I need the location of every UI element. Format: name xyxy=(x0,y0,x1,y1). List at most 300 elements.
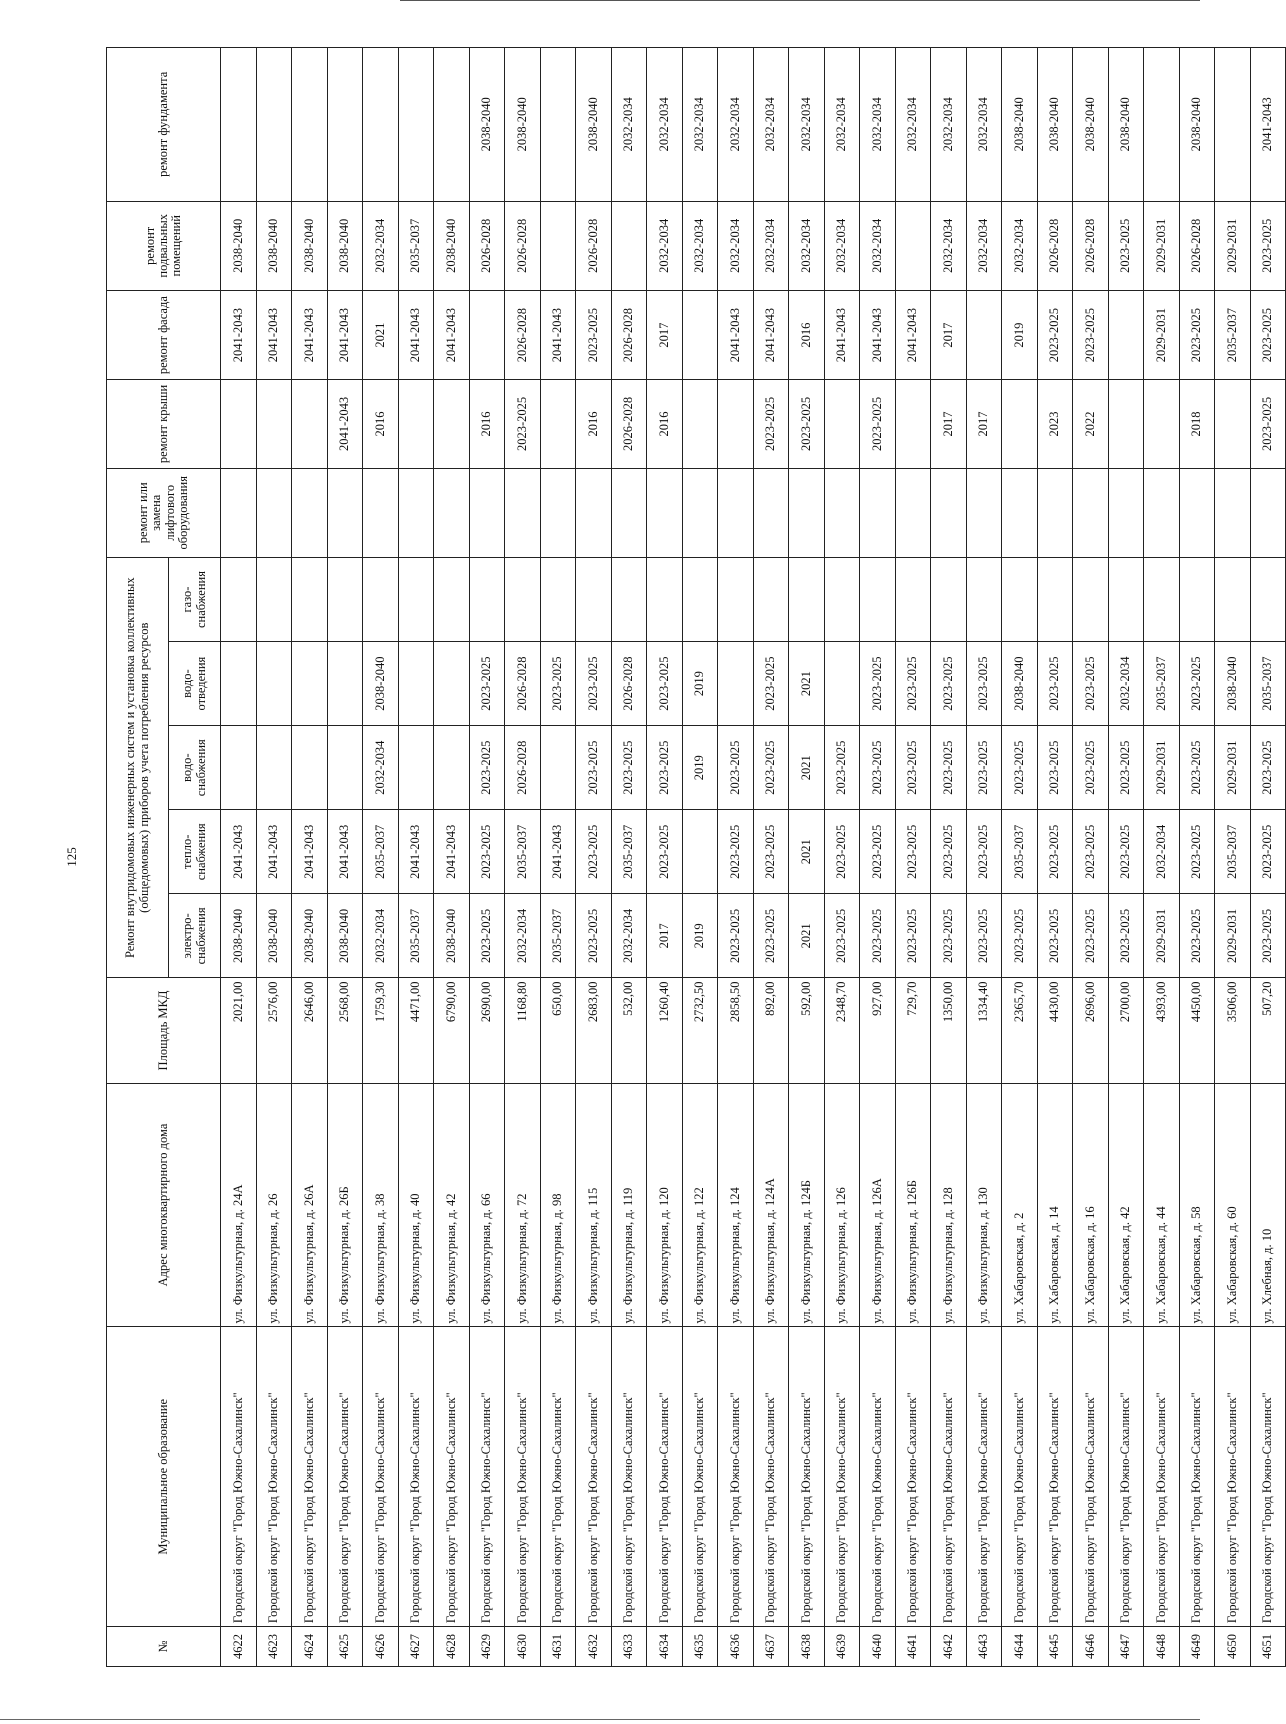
electro-cell: 2023-2025 xyxy=(895,894,931,978)
row-number: 4628 xyxy=(434,1627,470,1667)
gas-cell xyxy=(1144,557,1180,641)
table-row xyxy=(505,48,541,1667)
electro-cell: 2021 xyxy=(789,894,825,978)
table-row xyxy=(363,48,399,1667)
elevator-cell xyxy=(576,468,612,557)
address-cell: ул. Физкультурная, д. 98 xyxy=(540,1083,576,1327)
municipality-cell: Городской округ "Город Южно-Сахалинск" xyxy=(363,1327,399,1627)
address-cell: ул. Физкультурная, д. 120 xyxy=(647,1083,683,1327)
foundation-cell xyxy=(540,48,576,202)
row-number: 4625 xyxy=(327,1627,363,1667)
table-row xyxy=(469,48,505,1667)
drain-cell: 2032-2034 xyxy=(1108,642,1144,726)
municipality-cell: Городской округ "Город Южно-Сахалинск" xyxy=(1108,1327,1144,1627)
foundation-cell: 2032-2034 xyxy=(611,48,647,202)
address-cell: ул. Хабаровская, д. 60 xyxy=(1215,1083,1251,1327)
elevator-cell xyxy=(1108,468,1144,557)
foundation-cell: 2032-2034 xyxy=(789,48,825,202)
address-cell: ул. Хабаровская, д. 42 xyxy=(1108,1083,1144,1327)
electro-cell: 2038-2040 xyxy=(292,894,328,978)
header-elevator: ремонт или замена лифтового оборудования xyxy=(107,468,221,557)
roof-cell: 2016 xyxy=(647,380,683,468)
scan-edge-bottom xyxy=(0,1719,1200,1720)
address-cell: ул. Физкультурная, д. 122 xyxy=(682,1083,718,1327)
facade-cell xyxy=(966,290,1002,379)
foundation-cell xyxy=(221,48,257,202)
row-number: 4624 xyxy=(292,1627,328,1667)
water-cell xyxy=(398,726,434,810)
table-row xyxy=(824,48,860,1667)
row-number: 4647 xyxy=(1108,1627,1144,1667)
gas-cell xyxy=(824,557,860,641)
elevator-cell xyxy=(1144,468,1180,557)
header-roof: ремонт крыши xyxy=(107,380,221,468)
row-number: 4637 xyxy=(753,1627,789,1667)
roof-cell: 2023-2025 xyxy=(1250,380,1286,468)
row-number: 4629 xyxy=(469,1627,505,1667)
table-row xyxy=(256,48,292,1667)
facade-cell: 2017 xyxy=(931,290,967,379)
electro-cell: 2029-2031 xyxy=(1144,894,1180,978)
area-cell: 532,00 xyxy=(611,978,647,1083)
rotated-page xyxy=(64,47,1275,1667)
area-cell: 1350,00 xyxy=(931,978,967,1083)
basement-cell: 2026-2028 xyxy=(576,201,612,290)
water-cell: 2023-2025 xyxy=(1073,726,1109,810)
municipality-cell: Городской округ "Город Южно-Сахалинск" xyxy=(505,1327,541,1627)
municipality-cell: Городской округ "Город Южно-Сахалинск" xyxy=(398,1327,434,1627)
municipality-cell: Городской округ "Город Южно-Сахалинск" xyxy=(434,1327,470,1627)
gas-cell xyxy=(256,557,292,641)
roof-cell xyxy=(1144,380,1180,468)
roof-cell: 2022 xyxy=(1073,380,1109,468)
water-cell: 2023-2025 xyxy=(966,726,1002,810)
drain-cell: 2021 xyxy=(789,642,825,726)
heat-cell: 2041-2043 xyxy=(292,810,328,894)
roof-cell xyxy=(540,380,576,468)
row-number: 4631 xyxy=(540,1627,576,1667)
facade-cell: 2041-2043 xyxy=(434,290,470,379)
elevator-cell xyxy=(1250,468,1286,557)
gas-cell xyxy=(398,557,434,641)
electro-cell: 2023-2025 xyxy=(718,894,754,978)
facade-cell: 2023-2025 xyxy=(1250,290,1286,379)
address-cell: ул. Физкультурная, д. 126А xyxy=(860,1083,896,1327)
row-number: 4642 xyxy=(931,1627,967,1667)
foundation-cell: 2032-2034 xyxy=(824,48,860,202)
municipality-cell: Городской округ "Город Южно-Сахалинск" xyxy=(221,1327,257,1627)
roof-cell: 2041-2043 xyxy=(327,380,363,468)
municipality-cell: Городской округ "Город Южно-Сахалинск" xyxy=(1250,1327,1286,1627)
foundation-cell xyxy=(398,48,434,202)
area-cell: 3506,00 xyxy=(1215,978,1251,1083)
area-cell: 650,00 xyxy=(540,978,576,1083)
row-number: 4632 xyxy=(576,1627,612,1667)
facade-cell: 2041-2043 xyxy=(327,290,363,379)
water-cell: 2023-2025 xyxy=(1108,726,1144,810)
gas-cell xyxy=(540,557,576,641)
row-number: 4644 xyxy=(1002,1627,1038,1667)
basement-cell: 2023-2025 xyxy=(1250,201,1286,290)
basement-cell: 2032-2034 xyxy=(1002,201,1038,290)
address-cell: ул. Физкультурная, д. 115 xyxy=(576,1083,612,1327)
header-engineering-group: Ремонт внутридомовых инженерных систем и установка коллективных (общедомовых) приборов учета потребления ресурсов xyxy=(107,557,169,978)
address-cell: ул. Хабаровская, д. 2 xyxy=(1002,1083,1038,1327)
foundation-cell: 2032-2034 xyxy=(860,48,896,202)
electro-cell: 2019 xyxy=(682,894,718,978)
basement-cell: 2029-2031 xyxy=(1215,201,1251,290)
facade-cell: 2041-2043 xyxy=(221,290,257,379)
address-cell: ул. Физкультурная, д. 66 xyxy=(469,1083,505,1327)
address-cell: ул. Хлебная, д. 10 xyxy=(1250,1083,1286,1327)
roof-cell: 2016 xyxy=(469,380,505,468)
roof-cell xyxy=(292,380,328,468)
elevator-cell xyxy=(682,468,718,557)
water-cell: 2026-2028 xyxy=(505,726,541,810)
municipality-cell: Городской округ "Город Южно-Сахалинск" xyxy=(789,1327,825,1627)
gas-cell xyxy=(327,557,363,641)
area-cell: 2700,00 xyxy=(1108,978,1144,1083)
basement-cell: 2038-2040 xyxy=(221,201,257,290)
gas-cell xyxy=(505,557,541,641)
basement-cell: 2026-2028 xyxy=(1037,201,1073,290)
heat-cell: 2032-2034 xyxy=(1144,810,1180,894)
municipality-cell: Городской округ "Город Южно-Сахалинск" xyxy=(824,1327,860,1627)
header-foundation: ремонт фундамента xyxy=(107,48,221,202)
heat-cell: 2023-2025 xyxy=(1073,810,1109,894)
facade-cell: 2041-2043 xyxy=(860,290,896,379)
address-cell: ул. Хабаровская, д. 16 xyxy=(1073,1083,1109,1327)
roof-cell: 2023-2025 xyxy=(753,380,789,468)
foundation-cell xyxy=(363,48,399,202)
table-row xyxy=(327,48,363,1667)
table-row xyxy=(434,48,470,1667)
basement-cell: 2032-2034 xyxy=(647,201,683,290)
water-cell: 2019 xyxy=(682,726,718,810)
water-cell xyxy=(292,726,328,810)
drain-cell: 2023-2025 xyxy=(1073,642,1109,726)
facade-cell: 2041-2043 xyxy=(753,290,789,379)
table-row xyxy=(647,48,683,1667)
elevator-cell xyxy=(256,468,292,557)
municipality-cell: Городской округ "Город Южно-Сахалинск" xyxy=(895,1327,931,1627)
foundation-cell xyxy=(1215,48,1251,202)
water-cell: 2032-2034 xyxy=(363,726,399,810)
municipality-cell: Городской округ "Город Южно-Сахалинск" xyxy=(860,1327,896,1627)
area-cell: 2683,00 xyxy=(576,978,612,1083)
row-number: 4641 xyxy=(895,1627,931,1667)
drain-cell: 2023-2025 xyxy=(576,642,612,726)
basement-cell: 2032-2034 xyxy=(363,201,399,290)
drain-cell xyxy=(221,642,257,726)
municipality-cell: Городской округ "Город Южно-Сахалинск" xyxy=(576,1327,612,1627)
area-cell: 1334,40 xyxy=(966,978,1002,1083)
table-row xyxy=(611,48,647,1667)
foundation-cell xyxy=(1144,48,1180,202)
header-gas: газо-снабжения xyxy=(169,557,221,641)
water-cell: 2023-2025 xyxy=(931,726,967,810)
address-cell: ул. Физкультурная, д. 119 xyxy=(611,1083,647,1327)
electro-cell: 2023-2025 xyxy=(1073,894,1109,978)
municipality-cell: Городской округ "Город Южно-Сахалинск" xyxy=(1037,1327,1073,1627)
table-row xyxy=(1037,48,1073,1667)
electro-cell: 2038-2040 xyxy=(327,894,363,978)
basement-cell xyxy=(611,201,647,290)
foundation-cell: 2038-2040 xyxy=(505,48,541,202)
heat-cell: 2023-2025 xyxy=(966,810,1002,894)
heat-cell: 2023-2025 xyxy=(1108,810,1144,894)
area-cell: 2696,00 xyxy=(1073,978,1109,1083)
roof-cell: 2016 xyxy=(363,380,399,468)
area-cell: 927,00 xyxy=(860,978,896,1083)
area-cell: 6790,00 xyxy=(434,978,470,1083)
heat-cell: 2035-2037 xyxy=(1215,810,1251,894)
electro-cell: 2023-2025 xyxy=(576,894,612,978)
row-number: 4626 xyxy=(363,1627,399,1667)
basement-cell: 2032-2034 xyxy=(789,201,825,290)
area-cell: 2576,00 xyxy=(256,978,292,1083)
area-cell: 4393,00 xyxy=(1144,978,1180,1083)
area-cell: 2858,50 xyxy=(718,978,754,1083)
electro-cell: 2023-2025 xyxy=(1002,894,1038,978)
header-water: водо-снабжения xyxy=(169,726,221,810)
roof-cell xyxy=(1002,380,1038,468)
row-number: 4648 xyxy=(1144,1627,1180,1667)
table-row xyxy=(292,48,328,1667)
facade-cell: 2035-2037 xyxy=(1215,290,1251,379)
row-number: 4643 xyxy=(966,1627,1002,1667)
drain-cell xyxy=(434,642,470,726)
heat-cell: 2023-2025 xyxy=(469,810,505,894)
facade-cell: 2019 xyxy=(1002,290,1038,379)
elevator-cell xyxy=(1073,468,1109,557)
scan-edge-top xyxy=(400,0,1200,1)
foundation-cell: 2038-2040 xyxy=(1108,48,1144,202)
elevator-cell xyxy=(753,468,789,557)
heat-cell: 2023-2025 xyxy=(824,810,860,894)
drain-cell xyxy=(292,642,328,726)
basement-cell: 2032-2034 xyxy=(718,201,754,290)
heat-cell: 2023-2025 xyxy=(753,810,789,894)
basement-cell: 2032-2034 xyxy=(682,201,718,290)
row-number: 4623 xyxy=(256,1627,292,1667)
row-number: 4630 xyxy=(505,1627,541,1667)
gas-cell xyxy=(292,557,328,641)
gas-cell xyxy=(1037,557,1073,641)
water-cell xyxy=(221,726,257,810)
foundation-cell: 2038-2040 xyxy=(1037,48,1073,202)
address-cell: ул. Физкультурная, д. 72 xyxy=(505,1083,541,1327)
heat-cell: 2041-2043 xyxy=(256,810,292,894)
basement-cell: 2038-2040 xyxy=(292,201,328,290)
row-number: 4640 xyxy=(860,1627,896,1667)
roof-cell xyxy=(1215,380,1251,468)
facade-cell: 2041-2043 xyxy=(718,290,754,379)
capital-repair-table xyxy=(106,47,1286,1667)
electro-cell: 2023-2025 xyxy=(1108,894,1144,978)
basement-cell: 2035-2037 xyxy=(398,201,434,290)
water-cell: 2023-2025 xyxy=(469,726,505,810)
address-cell: ул. Хабаровская, д. 14 xyxy=(1037,1083,1073,1327)
area-cell: 2646,00 xyxy=(292,978,328,1083)
drain-cell: 2038-2040 xyxy=(363,642,399,726)
gas-cell xyxy=(931,557,967,641)
row-number: 4636 xyxy=(718,1627,754,1667)
area-cell: 2365,70 xyxy=(1002,978,1038,1083)
page-number: 125 xyxy=(64,847,79,867)
gas-cell xyxy=(1250,557,1286,641)
elevator-cell xyxy=(824,468,860,557)
drain-cell: 2023-2025 xyxy=(647,642,683,726)
header-address: Адрес многоквартирного дома xyxy=(107,1083,221,1327)
row-number: 4650 xyxy=(1215,1627,1251,1667)
electro-cell: 2023-2025 xyxy=(860,894,896,978)
water-cell xyxy=(327,726,363,810)
area-cell: 2021,00 xyxy=(221,978,257,1083)
facade-cell xyxy=(1108,290,1144,379)
foundation-cell xyxy=(292,48,328,202)
electro-cell: 2032-2034 xyxy=(505,894,541,978)
table-row xyxy=(1215,48,1251,1667)
area-cell: 507,20 xyxy=(1250,978,1286,1083)
facade-cell: 2016 xyxy=(789,290,825,379)
facade-cell: 2029-2031 xyxy=(1144,290,1180,379)
drain-cell: 2023-2025 xyxy=(1037,642,1073,726)
table-row xyxy=(540,48,576,1667)
gas-cell xyxy=(1108,557,1144,641)
electro-cell: 2023-2025 xyxy=(1179,894,1215,978)
facade-cell: 2026-2028 xyxy=(505,290,541,379)
heat-cell: 2023-2025 xyxy=(1037,810,1073,894)
water-cell: 2021 xyxy=(789,726,825,810)
elevator-cell xyxy=(505,468,541,557)
facade-cell: 2041-2043 xyxy=(824,290,860,379)
area-cell: 2348,70 xyxy=(824,978,860,1083)
elevator-cell xyxy=(860,468,896,557)
heat-cell xyxy=(682,810,718,894)
address-cell: ул. Физкультурная, д. 38 xyxy=(363,1083,399,1327)
area-cell: 2732,50 xyxy=(682,978,718,1083)
elevator-cell xyxy=(221,468,257,557)
facade-cell: 2041-2043 xyxy=(540,290,576,379)
municipality-cell: Городской округ "Город Южно-Сахалинск" xyxy=(327,1327,363,1627)
row-number: 4651 xyxy=(1250,1627,1286,1667)
drain-cell: 2023-2025 xyxy=(753,642,789,726)
address-cell: ул. Хабаровская, д. 58 xyxy=(1179,1083,1215,1327)
municipality-cell: Городской округ "Город Южно-Сахалинск" xyxy=(1144,1327,1180,1627)
address-cell: ул. Физкультурная, д. 26Б xyxy=(327,1083,363,1327)
table-row xyxy=(576,48,612,1667)
municipality-cell: Городской округ "Город Южно-Сахалинск" xyxy=(1073,1327,1109,1627)
basement-cell: 2038-2040 xyxy=(327,201,363,290)
heat-cell: 2041-2043 xyxy=(327,810,363,894)
foundation-cell: 2032-2034 xyxy=(647,48,683,202)
gas-cell xyxy=(1179,557,1215,641)
gas-cell xyxy=(966,557,1002,641)
foundation-cell: 2038-2040 xyxy=(576,48,612,202)
municipality-cell: Городской округ "Город Южно-Сахалинск" xyxy=(647,1327,683,1627)
facade-cell: 2017 xyxy=(647,290,683,379)
facade-cell: 2023-2025 xyxy=(576,290,612,379)
address-cell: ул. Физкультурная, д. 124 xyxy=(718,1083,754,1327)
gas-cell xyxy=(576,557,612,641)
water-cell xyxy=(256,726,292,810)
drain-cell: 2038-2040 xyxy=(1215,642,1251,726)
municipality-cell: Городской округ "Город Южно-Сахалинск" xyxy=(931,1327,967,1627)
heat-cell: 2041-2043 xyxy=(398,810,434,894)
municipality-cell: Городской округ "Город Южно-Сахалинск" xyxy=(753,1327,789,1627)
foundation-cell: 2038-2040 xyxy=(1002,48,1038,202)
row-number: 4645 xyxy=(1037,1627,1073,1667)
gas-cell xyxy=(611,557,647,641)
roof-cell: 2023-2025 xyxy=(789,380,825,468)
drain-cell: 2026-2028 xyxy=(505,642,541,726)
water-cell: 2023-2025 xyxy=(895,726,931,810)
drain-cell: 2023-2025 xyxy=(931,642,967,726)
water-cell: 2023-2025 xyxy=(860,726,896,810)
drain-cell: 2038-2040 xyxy=(1002,642,1038,726)
electro-cell: 2017 xyxy=(647,894,683,978)
area-cell: 4450,00 xyxy=(1179,978,1215,1083)
foundation-cell: 2032-2034 xyxy=(895,48,931,202)
area-cell: 2568,00 xyxy=(327,978,363,1083)
water-cell: 2023-2025 xyxy=(1179,726,1215,810)
drain-cell: 2023-2025 xyxy=(860,642,896,726)
table-row xyxy=(1250,48,1286,1667)
foundation-cell: 2032-2034 xyxy=(753,48,789,202)
address-cell: ул. Физкультурная, д. 124Б xyxy=(789,1083,825,1327)
basement-cell: 2026-2028 xyxy=(505,201,541,290)
elevator-cell xyxy=(789,468,825,557)
gas-cell xyxy=(682,557,718,641)
drain-cell: 2026-2028 xyxy=(611,642,647,726)
area-cell: 592,00 xyxy=(789,978,825,1083)
water-cell: 2023-2025 xyxy=(1250,726,1286,810)
foundation-cell xyxy=(256,48,292,202)
roof-cell xyxy=(221,380,257,468)
facade-cell: 2041-2043 xyxy=(895,290,931,379)
address-cell: ул. Физкультурная, д. 24А xyxy=(221,1083,257,1327)
row-number: 4633 xyxy=(611,1627,647,1667)
foundation-cell: 2032-2034 xyxy=(718,48,754,202)
electro-cell: 2023-2025 xyxy=(753,894,789,978)
facade-cell: 2021 xyxy=(363,290,399,379)
heat-cell: 2041-2043 xyxy=(540,810,576,894)
foundation-cell: 2038-2040 xyxy=(469,48,505,202)
gas-cell xyxy=(363,557,399,641)
foundation-cell: 2032-2034 xyxy=(682,48,718,202)
municipality-cell: Городской округ "Город Южно-Сахалинск" xyxy=(1179,1327,1215,1627)
drain-cell: 2023-2025 xyxy=(966,642,1002,726)
table-row xyxy=(1073,48,1109,1667)
elevator-cell xyxy=(434,468,470,557)
roof-cell: 2023 xyxy=(1037,380,1073,468)
water-cell: 2023-2025 xyxy=(753,726,789,810)
electro-cell: 2029-2031 xyxy=(1215,894,1251,978)
water-cell: 2029-2031 xyxy=(1144,726,1180,810)
basement-cell xyxy=(540,201,576,290)
basement-cell: 2032-2034 xyxy=(931,201,967,290)
facade-cell: 2023-2025 xyxy=(1073,290,1109,379)
drain-cell: 2023-2025 xyxy=(895,642,931,726)
gas-cell xyxy=(469,557,505,641)
municipality-cell: Городской округ "Город Южно-Сахалинск" xyxy=(966,1327,1002,1627)
basement-cell: 2032-2034 xyxy=(966,201,1002,290)
area-cell: 4471,00 xyxy=(398,978,434,1083)
electro-cell: 2032-2034 xyxy=(363,894,399,978)
municipality-cell: Городской округ "Город Южно-Сахалинск" xyxy=(1215,1327,1251,1627)
drain-cell: 2035-2037 xyxy=(1250,642,1286,726)
